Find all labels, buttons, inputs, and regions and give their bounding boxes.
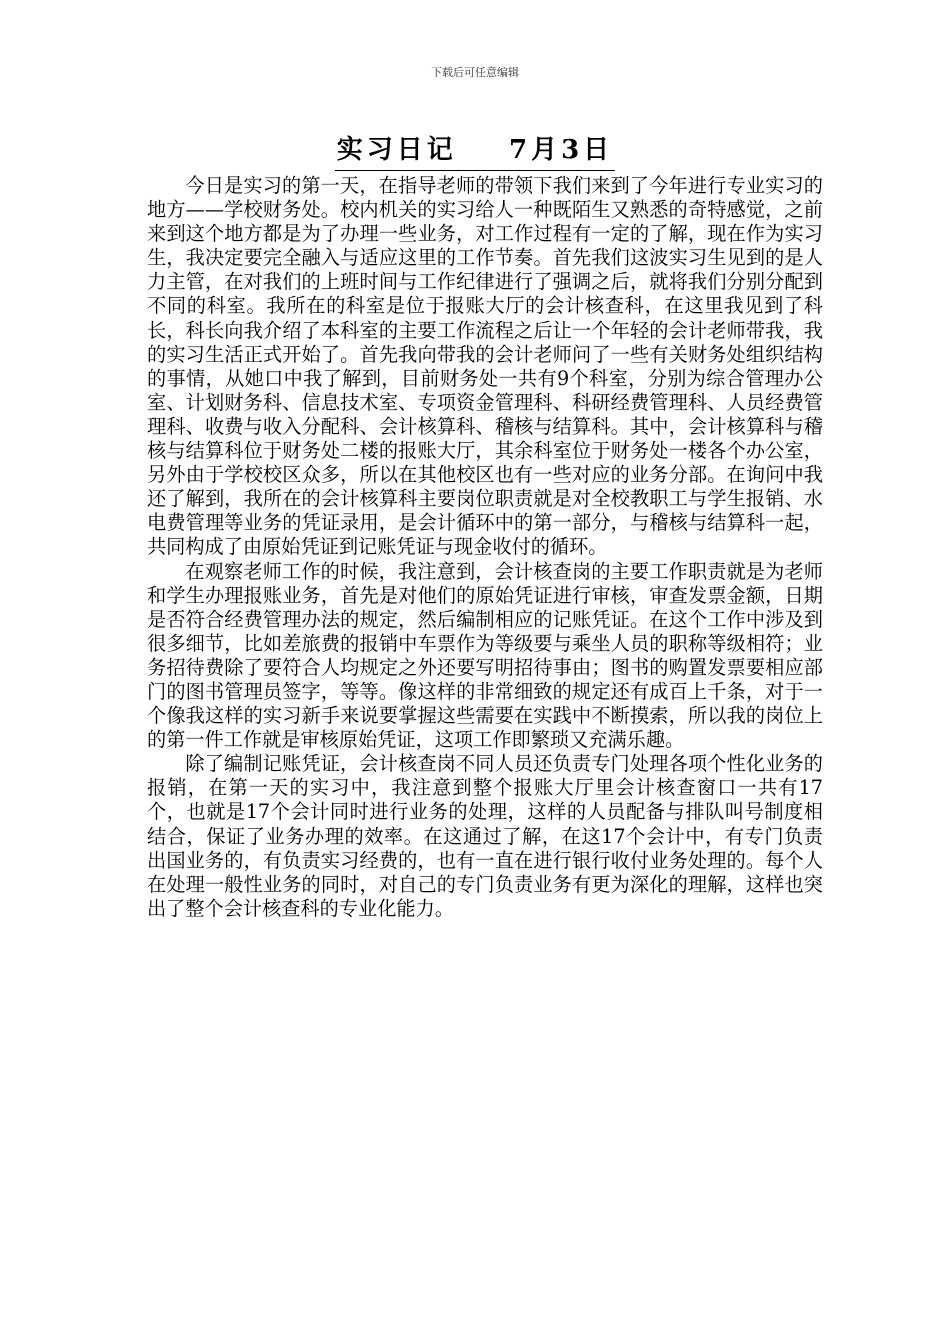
page-title-wrap <box>0 130 950 171</box>
page-title: 实习日记 7月3日 <box>335 130 615 171</box>
document-body <box>147 174 823 921</box>
page-header-note: 下载后可任意编辑 <box>431 66 519 79</box>
paragraph-2: 在观察老师工作的时候，我注意到，会计核查岗的主要工作职责就是为老师和学生办理报账业务，首先是对他们的原始凭证进行审核，审查发票金额，日期是否符合经费管理办法的规定，然后编制相应的记账凭证。在这个工作中涉及到很多细节，比如差旅费的报销中车票作为等级要与乘坐人员的职称等级相符；业务招待费除了要符合人均规定之外还要写明招待事由；图书的购置发票要相应部门的图书管理员签字，等等。像这样的非常细致的规定还有成百上千条，对于一个像我这样的实习新手来说要掌握这些需要在实践中不断摸索，所以我的岗位上的第一件工作就是审核原始凭证，这项工作即繁琐又充满乐趣。 <box>147 559 823 752</box>
paragraph-1: 今日是实习的第一天，在指导老师的带领下我们来到了今年进行专业实习的地方——学校财务处。校内机关的实习给人一种既陌生又熟悉的奇特感觉，之前来到这个地方都是为了办理一些业务，对工作过程有一定的了解，现在作为实习生，我决定要完全融入与适应这里的工作节奏。首先我们这波实习生见到的是人力主管，在对我们的上班时间与工作纪律进行了强调之后，就将我们分别分配到不同的科室。我所在的科室是位于报账大厅的会计核查科，在这里我见到了科长，科长向我介绍了本科室的主要工作流程之后让一个年轻的会计老师带我，我的实习生活正式开始了。首先我向带我的会计老师问了一些有关财务处组织结构的事情，从她口中我了解到，目前财务处一共有9个科室，分别为综合管理办公室、计划财务科、信息技术室、专项资金管理科、科研经费管理科、人员经费管理科、收费与收入分配科、会计核算科、稽核与结算科。其中，会计核算科与稽核与结算科位于财务处二楼的报账大厅，其余科室位于财务处一楼各个办公室，另外由于学校校区众多，所以在其他校区也有一些对应的业务分部。在询问中我还了解到，我所在的会计核算科主要岗位职责就是对全校教职工与学生报销、水电费管理等业务的凭证录用，是会计循环中的第一部分，与稽核与结算科一起，共同构成了由原始凭证到记账凭证与现金收付的循环。 <box>147 174 823 559</box>
paragraph-3: 除了编制记账凭证，会计核查岗不同人员还负责专门处理各项个性化业务的报销，在第一天的实习中，我注意到整个报账大厅里会计核查窗口一共有17个，也就是17个会计同时进行业务的处理，这样的人员配备与排队叫号制度相结合，保证了业务办理的效率。在这通过了解，在这17个会计中，有专门负责出国业务的，有负责实习经费的，也有一直在进行银行收付业务处理的。每个人在处理一般性业务的同时，对自己的专门负责业务有更为深化的理解，这样也突出了整个会计核查科的专业化能力。 <box>147 752 823 920</box>
